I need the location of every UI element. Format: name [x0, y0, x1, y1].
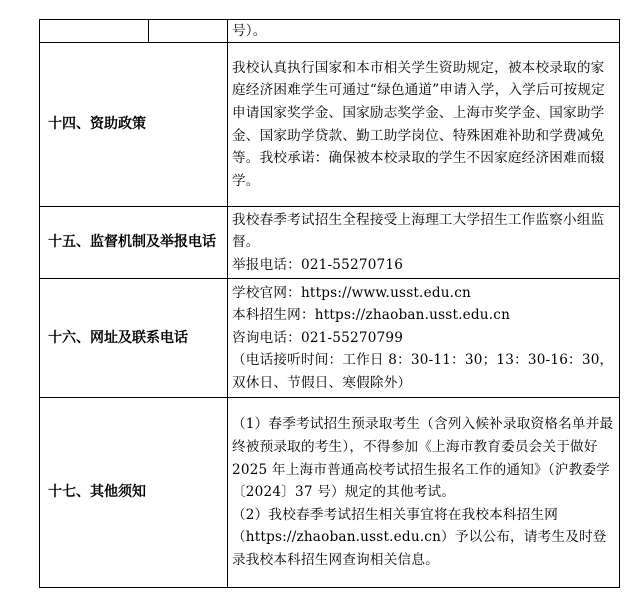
row-label: 十五、监督机制及举报电话: [40, 207, 228, 279]
row-label: 十六、网址及联系电话: [40, 279, 228, 398]
content-line: 举报电话：021-55270716: [232, 256, 404, 273]
content-line: 本科招生网：https://zhaoban.usst.edu.cn: [232, 307, 511, 324]
row-content: [228, 20, 620, 43]
table-row: [40, 279, 620, 398]
row-content: [228, 43, 620, 207]
table-row: [40, 398, 620, 588]
row-label: 十四、资助政策: [40, 43, 228, 207]
content-line: （电话接听时间：工作日 8：30-11：30；13：30-16：30，双休日、节假日、寒假除外）: [232, 352, 614, 391]
content-line: 学校官网：https://www.usst.edu.cn: [232, 284, 471, 301]
row-label: 十七、其他须知: [40, 398, 228, 588]
row-content: [228, 207, 620, 279]
table-row: [40, 207, 620, 279]
content-line: 我校春季考试招生全程接受上海理工大学招生工作监察小组监督。: [232, 211, 605, 251]
content-line: （2）我校春季考试招生相关事宜将在我校本科招生网（https://zhaoban.usst.edu.cn）予以公布，请考生及时登录我校本科招生网查询相关信息。: [232, 506, 607, 568]
content-line: 我校认真执行国家和本市相关学生资助规定，被本校录取的家庭经济困难学生可通过“绿色通道”申请入学，入学后可按规定申请国家奖学金、国家励志奖学金、上海市奖学金、国家助学金、国家助学贷款、勤工助学岗位、特殊困难补助和学费减免等。我校承诺：确保被本校录取的学生不因家庭经济困难而辍学。: [232, 59, 605, 189]
content-line: 号）。: [232, 23, 267, 39]
content-line: 咨询电话：021-55270799: [232, 329, 404, 346]
row-content: [228, 398, 620, 588]
row-label-empty: [40, 20, 228, 43]
table-row: [40, 20, 620, 43]
content-line: （1）春季考试招生预录取考生（含列入候补录取资格名单并最终被预录取的考生），不得参加《上海市教育委员会关于做好 2025 年上海市普通高校考试招生报名工作的通知》（沪教委学〔2024〕37 号）规定的其他考试。: [232, 416, 614, 501]
table-row: [40, 43, 620, 207]
admissions-table: [39, 19, 620, 588]
row-content: [228, 279, 620, 398]
